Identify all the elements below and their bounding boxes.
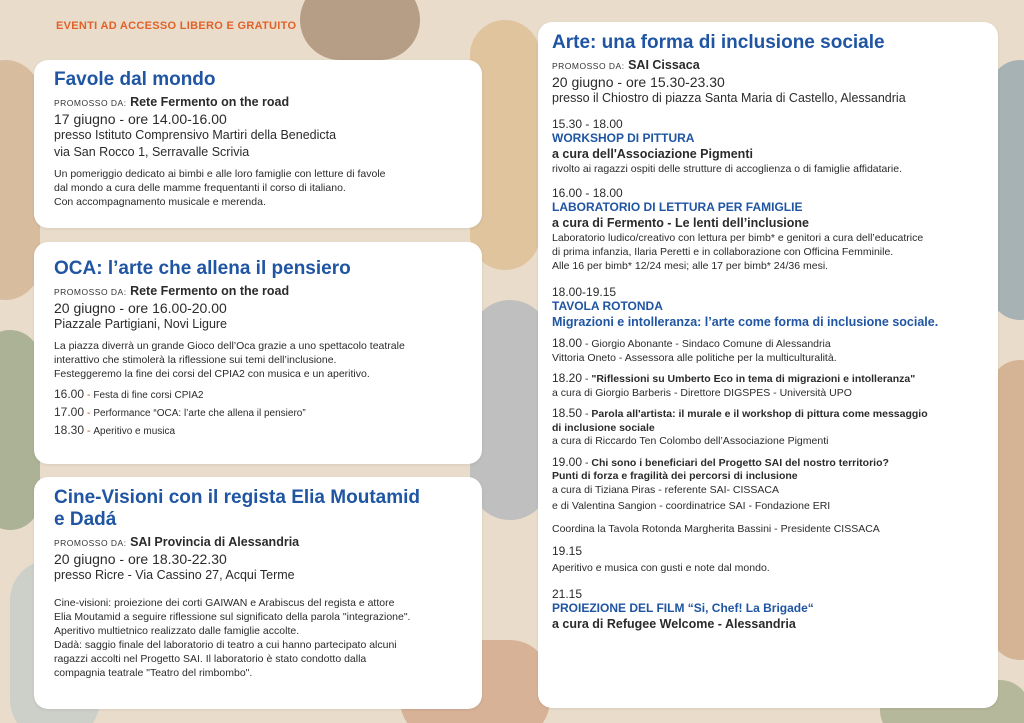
decorative-figure: [300, 0, 420, 60]
event-description: [54, 596, 462, 680]
promoter-line: [54, 535, 462, 549]
promoter-key: PROMOSSO DA:: [54, 287, 127, 297]
section-description: rivolto ai ragazzi ospiti delle strutture di accoglienza o di famiglie affidatarie.: [552, 163, 902, 175]
event-date: 20 giugno - ore 15.30-23.30: [552, 74, 725, 90]
event-card-favole: [34, 60, 482, 228]
promoter-line: [54, 284, 462, 298]
event-card-arte: [538, 22, 998, 708]
agenda-item: 19.00 - Chi sono i beneficiari del Progetto SAI del nostro territorio? Punti di forza e fragilità dei percorsi di inclusione a cura di Tiziana Piras - referente SAI- CISSACA e di Valentina Sangion - coordinatrice SAI - Fondazione ERI: [552, 454, 889, 512]
description-line: Festeggeremo la fine dei corsi del CPIA2 con musica e un aperitivo.: [54, 368, 370, 380]
section-subtitle: Migrazioni e intolleranza: l’arte come forma di inclusione sociale.: [552, 315, 939, 329]
section-laboratorio: [552, 186, 984, 273]
description-line: dal mondo a cura delle mamme frequentanti il corso di italiano.: [54, 182, 346, 194]
section-time: 19.15: [552, 544, 583, 558]
description-line: Elia Moutamid a seguire riflessione sul significato della parola "integrazione".: [54, 611, 411, 623]
section-aperitivo: [552, 544, 984, 575]
section-title: LABORATORIO DI LETTURA PER FAMIGLIE: [552, 200, 803, 214]
event-place: presso Ricre - Via Cassino 27, Acqui Terme: [54, 568, 295, 582]
promoter-name: Rete Fermento on the road: [130, 95, 290, 109]
section-time: 15.30 - 18.00: [552, 117, 623, 131]
coordinator-note: Coordina la Tavola Rotonda Margherita Bassini - Presidente CISSACA: [552, 522, 880, 535]
section-time: 16.00 - 18.00: [552, 186, 623, 200]
description-line: interattivo che stimolerà la riflessione sui temi dell’inclusione.: [54, 354, 337, 366]
promoter-key: PROMOSSO DA:: [54, 538, 127, 548]
promoter-line: [552, 58, 984, 72]
section-time: 18.00-19.15: [552, 285, 617, 299]
event-date: 20 giugno - ore 18.30-22.30: [54, 551, 227, 567]
event-program: [54, 387, 462, 439]
event-place: Piazzale Partigiani, Novi Ligure: [54, 317, 228, 331]
event-description: [54, 167, 462, 209]
event-title: OCA: l’arte che allena il pensiero: [54, 258, 351, 279]
section-organizer: a cura di Refugee Welcome - Alessandria: [552, 617, 796, 631]
event-date: 20 giugno - ore 16.00-20.00: [54, 300, 227, 316]
event-card-cinevisioni: [34, 477, 482, 709]
program-item: 17.00 - Performance “OCA: l’arte che allena il pensiero”: [54, 405, 306, 419]
event-title: Arte: una forma di inclusione sociale: [552, 32, 885, 53]
section-time: 21.15: [552, 587, 583, 601]
promoter-key: PROMOSSO DA:: [54, 98, 127, 108]
description-line: ragazzi accolti nel Progetto SAI. Il laboratorio è stato condotto dalla: [54, 653, 367, 665]
promoter-name: Rete Fermento on the road: [130, 284, 290, 298]
program-item: 18.30 - Aperitivo e musica: [54, 423, 176, 437]
description-line: Cine-visioni: proiezione dei corti GAIWAN e Arabiscus del regista e attore: [54, 597, 395, 609]
event-place: presso il Chiostro di piazza Santa Maria di Castello, Alessandria: [552, 91, 906, 105]
description-line: compagnia teatrale "Teatro del rimbombo".: [54, 667, 253, 679]
promoter-name: SAI Cissaca: [628, 58, 700, 72]
event-address: via San Rocco 1, Serravalle Scrivia: [54, 145, 250, 159]
program-item: 16.00 - Festa di fine corsi CPIA2: [54, 387, 204, 401]
agenda-item: 18.20 - "Riflessioni su Umberto Eco in tema di migrazioni e intolleranza" a cura di Giorgio Barberis - Direttore DIGSPES - Università UPO: [552, 371, 916, 399]
agenda-item: 18.50 - Parola all'artista: il murale e il workshop di pittura come messaggio di inclusione sociale a cura di Riccardo Ten Colombo dell’Associazione Pigmenti: [552, 406, 928, 447]
section-title: WORKSHOP DI PITTURA: [552, 131, 695, 145]
promoter-line: [54, 95, 462, 109]
event-place: presso Istituto Comprensivo Martiri della Benedicta: [54, 128, 337, 142]
event-card-oca: [34, 242, 482, 464]
description-line: Un pomeriggio dedicato ai bimbi e alle loro famiglie con letture di favole: [54, 168, 386, 180]
promoter-key: PROMOSSO DA:: [552, 61, 625, 71]
section-description: Aperitivo e musica con gusti e note dal mondo.: [552, 562, 770, 574]
section-organizer: a cura di Fermento - Le lenti dell’inclusione: [552, 216, 809, 230]
section-title: TAVOLA ROTONDA: [552, 299, 663, 313]
section-tavola-rotonda: [552, 285, 984, 536]
description-line: Dadà: saggio finale del laboratorio di teatro a cui hanno partecipato alcuni: [54, 639, 397, 651]
event-title: Cine-Visioni con il regista Elia Moutamid e Dadá: [54, 487, 420, 530]
free-events-label: EVENTI AD ACCESSO LIBERO E GRATUITO: [56, 20, 297, 32]
event-description: [54, 339, 462, 381]
promoter-name: SAI Provincia di Alessandria: [130, 535, 300, 549]
section-description: Laboratorio ludico/creativo con lettura per bimb* e genitori a cura dell’educatrice: [552, 232, 924, 244]
event-date: 17 giugno - ore 14.00-16.00: [54, 111, 227, 127]
description-line: La piazza diverrà un grande Gioco dell’Oca grazie a uno spettacolo teatrale: [54, 340, 405, 352]
section-description: di prima infanzia, Ilaria Peretti e in collaborazione con Officina Femminile.: [552, 246, 894, 258]
section-title: PROIEZIONE DEL FILM “Si, Chef! La Brigade“: [552, 601, 814, 615]
description-line: Aperitivo multietnico realizzato dalle famiglie accolte.: [54, 625, 300, 637]
section-workshop: [552, 117, 984, 176]
description-line: Con accompagnamento musicale e merenda.: [54, 196, 266, 208]
section-organizer: a cura dell'Associazione Pigmenti: [552, 147, 753, 161]
agenda-item: 18.00 - Giorgio Abonante - Sindaco Comune di Alessandria Vittoria Oneto - Assessora alle politiche per la multiculturalità.: [552, 336, 837, 364]
section-description: Alle 16 per bimb* 12/24 mesi; alle 17 per bimb* 24/36 mesi.: [552, 260, 829, 272]
event-title: Favole dal mondo: [54, 69, 216, 90]
section-proiezione: [552, 587, 984, 632]
